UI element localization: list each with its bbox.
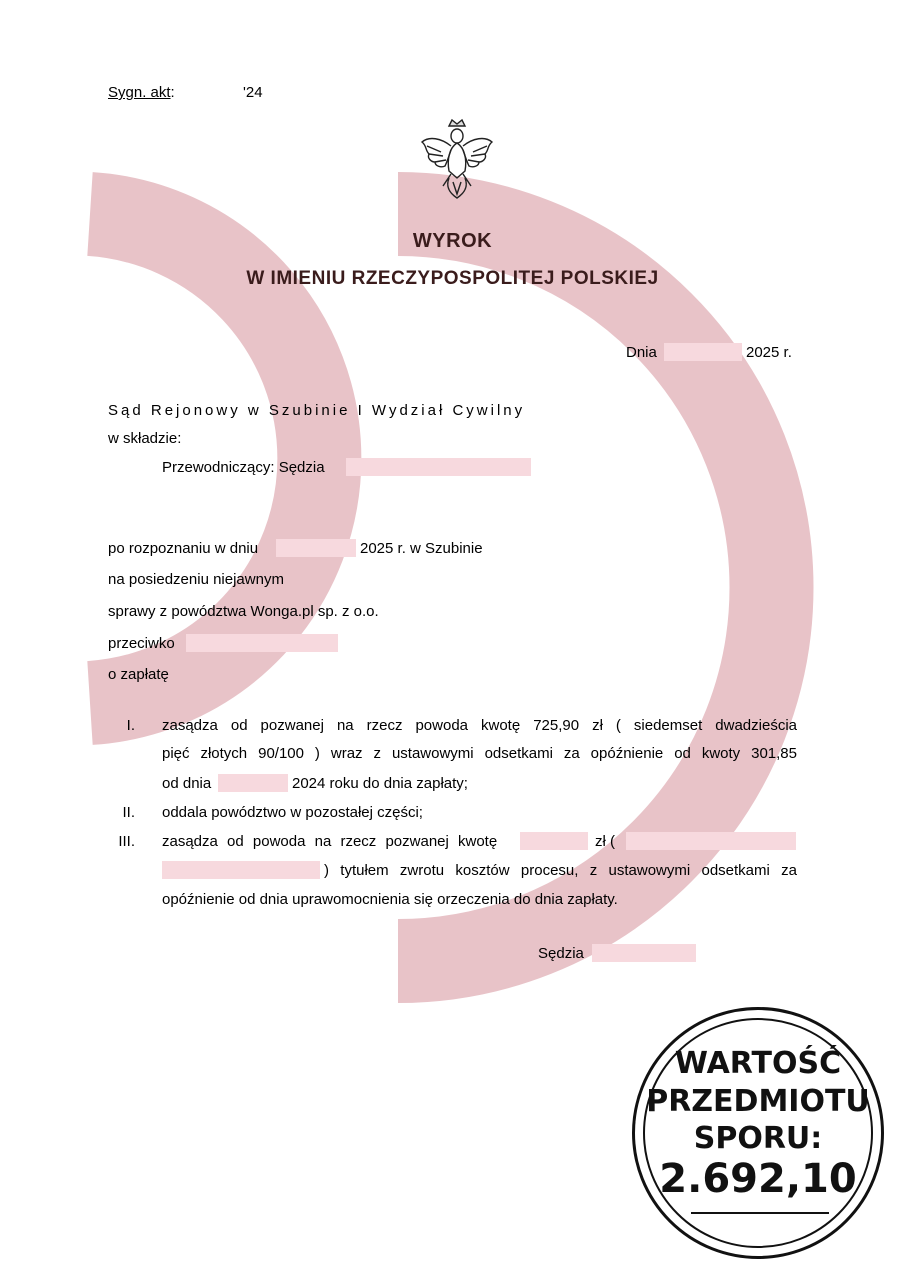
ruling-3-line-1-b: zł ( [595,833,615,850]
court-name: Sąd Rejonowy w Szubinie I Wydział Cywilny [108,402,526,419]
judge-signature: Sędzia [538,945,584,962]
date-suffix: 2025 r. [746,344,792,361]
polish-eagle-emblem-icon [419,116,495,200]
ruling-3-line-2: ) tytułem zwrotu kosztów procesu, z ustawowymi odsetkami za [324,862,797,879]
against-label: przeciwko [108,635,175,652]
date-prefix: Dnia [626,344,657,361]
stamp-value: 2.692,10 [659,1156,857,1202]
court-composition: w składzie: [108,430,182,447]
session-type: na posiedzeniu niejawnym [108,571,284,588]
redaction-date [664,343,742,361]
redaction-costs-amount [520,832,588,850]
redaction-costs-words-2 [162,861,320,879]
stamp-underline [691,1212,829,1214]
ruling-2-line-1: oddala powództwo w pozostałej części; [162,804,423,821]
case-signature [108,84,175,101]
document-title: WYROK [412,230,493,252]
case-signature-label: Sygn. akt [108,84,171,101]
ruling-3-line-1-a: zasądza od powoda na rzecz pozwanej kwotę [162,833,498,850]
hearing-date-suffix: 2025 r. w Szubinie [360,540,483,557]
presiding-judge: Przewodniczący: Sędzia [162,459,325,476]
stamp-line-2: PRZEDMIOTU [646,1084,870,1119]
ruling-1-line-3-suffix: 2024 roku do dnia zapłaty; [292,775,468,792]
claim-plaintiff: sprawy z powództwa Wonga.pl sp. z o.o. [108,603,379,620]
ruling-1-line-1: zasądza od pozwanej na rzecz powoda kwotę 725,90 zł ( siedemset dwadzieścia [162,717,797,734]
stamp-line-3: SPORU: [693,1121,823,1156]
redaction-interest-date [218,774,288,792]
ruling-number-2: II. [122,804,135,821]
stamp-line-1: WARTOŚĆ [674,1046,842,1081]
ruling-1-line-2: pięć złotych 90/100 ) wraz z ustawowymi odsetkami za opóźnienie od kwoty 301,85 [162,745,797,762]
redaction-signature [592,944,696,962]
ruling-1-line-3-prefix: od dnia [162,775,212,792]
claim-subject: o zapłatę [108,666,169,683]
redaction-judge-name [346,458,531,476]
ruling-number-3: III. [118,833,135,850]
redaction-costs-words-1 [626,832,796,850]
redaction-defendant [186,634,338,652]
hearing-date-prefix: po rozpoznaniu w dniu [108,540,259,557]
ruling-number-1: I. [126,717,135,734]
document-subtitle: W IMIENIU RZECZYPOSPOLITEJ POLSKIEJ [246,268,659,289]
case-signature-colon: : [170,84,175,101]
case-signature-year: '24 [243,84,263,101]
dispute-value-stamp [632,1007,884,1259]
redaction-hearing-date [276,539,356,557]
ruling-3-line-3: opóźnienie od dnia uprawomocnienia się orzeczenia do dnia zapłaty. [162,891,618,908]
